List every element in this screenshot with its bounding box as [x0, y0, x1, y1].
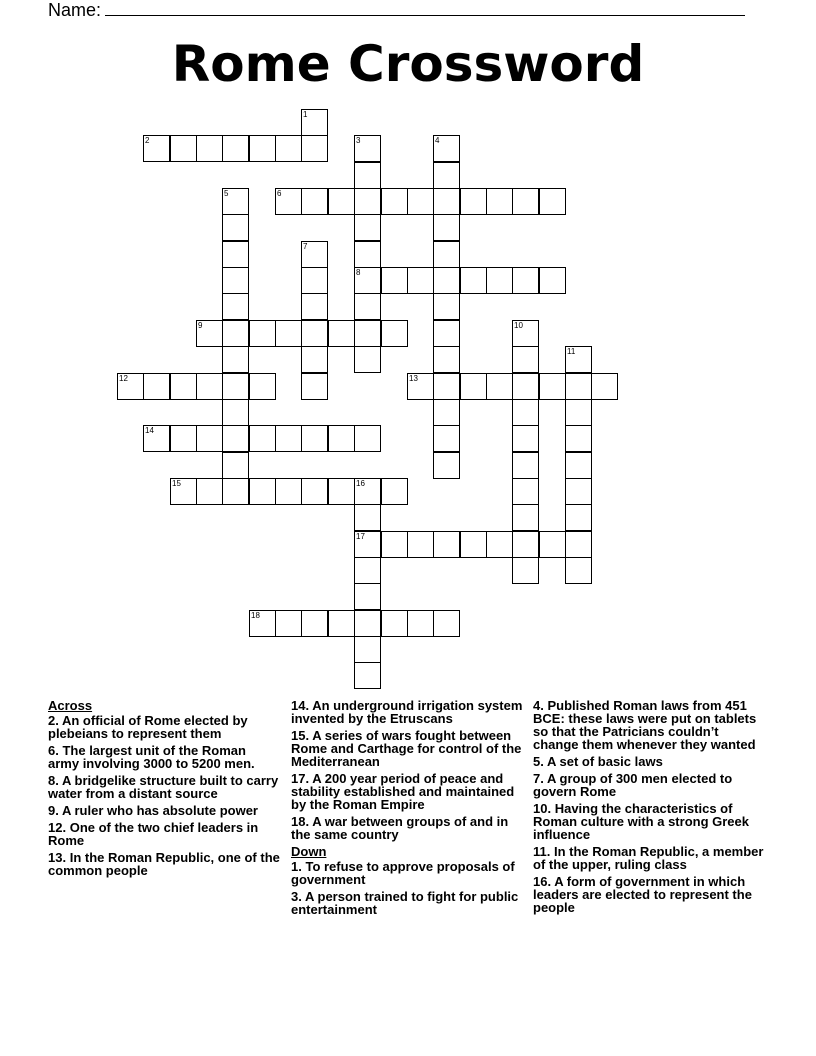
crossword-cell[interactable]: [301, 293, 328, 320]
clue-across-6: 6. The largest unit of the Roman army involving 3000 to 5200 men.: [48, 743, 255, 771]
crossword-cell[interactable]: [196, 135, 223, 162]
crossword-cell[interactable]: [143, 425, 170, 452]
crossword-cell[interactable]: [222, 214, 249, 241]
clue-number: 12: [119, 374, 128, 383]
crossword-cell[interactable]: [354, 214, 381, 241]
crossword-cell[interactable]: [381, 478, 408, 505]
crossword-cell[interactable]: [249, 135, 276, 162]
crossword-cell[interactable]: [222, 241, 249, 268]
crossword-cell[interactable]: [354, 293, 381, 320]
crossword-cell[interactable]: [275, 425, 302, 452]
name-label: Name:: [48, 0, 102, 20]
crossword-cell[interactable]: [407, 188, 434, 215]
clue-down-16: 16. A form of government in which leaders are elected to represent the people: [533, 874, 752, 915]
crossword-cell[interactable]: [275, 188, 302, 215]
clue-number: 10: [514, 321, 523, 330]
crossword-cell[interactable]: [301, 109, 328, 136]
clue-number: 13: [409, 374, 418, 383]
crossword-cell[interactable]: [512, 346, 539, 373]
clue-down-7: 7. A group of 300 men elected to govern Rome: [533, 771, 733, 799]
clue-number: 1: [303, 110, 308, 119]
crossword-cell[interactable]: [433, 373, 460, 400]
crossword-cell[interactable]: [591, 373, 618, 400]
crossword-cell[interactable]: [301, 610, 328, 637]
clue-across-17: 17. A 200 year period of peace and stability established and maintained by the Roman Empire: [291, 771, 515, 812]
clue-number: 16: [356, 479, 365, 488]
crossword-cell[interactable]: [354, 531, 381, 558]
crossword-cell[interactable]: [196, 425, 223, 452]
crossword-cell[interactable]: [249, 610, 276, 637]
crossword-cell[interactable]: [354, 162, 381, 189]
crossword-cell[interactable]: [222, 293, 249, 320]
clue-number: 9: [198, 321, 203, 330]
clue-across-18: 18. A war between groups of and in the same country: [291, 814, 509, 842]
crossword-cell[interactable]: [539, 188, 566, 215]
crossword-cell[interactable]: [565, 425, 592, 452]
crossword-cell[interactable]: [565, 452, 592, 479]
crossword-cell[interactable]: [301, 135, 328, 162]
crossword-cell[interactable]: [512, 452, 539, 479]
clues-column-3: [533, 699, 765, 918]
crossword-cell[interactable]: [407, 267, 434, 294]
crossword-cell[interactable]: [249, 425, 276, 452]
crossword-cell[interactable]: [222, 478, 249, 505]
crossword-cell[interactable]: [512, 478, 539, 505]
crossword-cell[interactable]: [249, 478, 276, 505]
crossword-cell[interactable]: [354, 636, 381, 663]
crossword-cell[interactable]: [433, 346, 460, 373]
crossword-cell[interactable]: [301, 346, 328, 373]
crossword-cell[interactable]: [354, 478, 381, 505]
crossword-cell[interactable]: [512, 425, 539, 452]
clue-number: 11: [567, 347, 576, 356]
crossword-cell[interactable]: [512, 373, 539, 400]
crossword-cell[interactable]: [433, 241, 460, 268]
crossword-cell[interactable]: [117, 373, 144, 400]
crossword-cell[interactable]: [222, 425, 249, 452]
crossword-cell[interactable]: [196, 320, 223, 347]
crossword-cell[interactable]: [433, 188, 460, 215]
crossword-cell[interactable]: [301, 320, 328, 347]
crossword-cell[interactable]: [143, 135, 170, 162]
crossword-cell[interactable]: [381, 188, 408, 215]
crossword-cell[interactable]: [328, 320, 355, 347]
clue-number: 4: [435, 136, 440, 145]
crossword-cell[interactable]: [407, 610, 434, 637]
crossword-cell[interactable]: [512, 504, 539, 531]
crossword-cell[interactable]: [301, 241, 328, 268]
clue-across-14: 14. An underground irrigation system invented by the Etruscans: [291, 698, 523, 726]
crossword-cell[interactable]: [486, 188, 513, 215]
clue-across-2: 2. An official of Rome elected by plebeians to represent them: [48, 713, 248, 741]
crossword-cell[interactable]: [301, 425, 328, 452]
clue-number: 8: [356, 268, 361, 277]
crossword-cell[interactable]: [328, 188, 355, 215]
crossword-cell[interactable]: [433, 399, 460, 426]
clue-number: 6: [277, 189, 282, 198]
crossword-cell[interactable]: [407, 373, 434, 400]
crossword-cell[interactable]: [354, 425, 381, 452]
crossword-cell[interactable]: [486, 267, 513, 294]
crossword-cell[interactable]: [328, 425, 355, 452]
crossword-cell[interactable]: [354, 662, 381, 689]
crossword-cell[interactable]: [433, 425, 460, 452]
page-title: Rome Crossword: [171, 35, 645, 93]
crossword-cell[interactable]: [381, 610, 408, 637]
crossword-cell[interactable]: [460, 373, 487, 400]
clues-column-2: [291, 699, 523, 920]
clue-number: 3: [356, 136, 361, 145]
clue-number: 2: [145, 136, 150, 145]
crossword-cell[interactable]: [170, 425, 197, 452]
clue-number: 7: [303, 242, 308, 251]
crossword-cell[interactable]: [275, 610, 302, 637]
crossword-cell[interactable]: [354, 135, 381, 162]
crossword-cell[interactable]: [512, 320, 539, 347]
crossword-cell[interactable]: [328, 478, 355, 505]
crossword-cell[interactable]: [460, 188, 487, 215]
crossword-cell[interactable]: [222, 373, 249, 400]
clue-number: 5: [224, 189, 229, 198]
crossword-cell[interactable]: [486, 373, 513, 400]
clue-down-5: 5. A set of basic laws: [533, 754, 663, 769]
clue-number: 18: [251, 611, 260, 620]
crossword-cell[interactable]: [170, 135, 197, 162]
crossword-cell[interactable]: [275, 135, 302, 162]
crossword-cell[interactable]: [433, 135, 460, 162]
crossword-cell[interactable]: [222, 188, 249, 215]
clue-number: 15: [172, 479, 181, 488]
crossword-cell[interactable]: [354, 610, 381, 637]
crossword-cell[interactable]: [301, 267, 328, 294]
crossword-cell[interactable]: [460, 267, 487, 294]
crossword-cell[interactable]: [565, 504, 592, 531]
crossword-cell[interactable]: [196, 373, 223, 400]
crossword-cell[interactable]: [354, 241, 381, 268]
clue-down-11: 11. In the Roman Republic, a member of the upper, ruling class: [533, 844, 764, 872]
clue-across-12: 12. One of the two chief leaders in Rome: [48, 820, 259, 848]
crossword-cell[interactable]: [249, 373, 276, 400]
crossword-cell[interactable]: [460, 531, 487, 558]
crossword-cell[interactable]: [170, 478, 197, 505]
crossword-cell[interactable]: [354, 267, 381, 294]
crossword-cell[interactable]: [565, 557, 592, 584]
clue-down-4: 4. Published Roman laws from 451 BCE: these laws were put on tablets so that the Patricians couldn’t change them whenever they wanted: [533, 698, 757, 752]
crossword-cell[interactable]: [433, 162, 460, 189]
crossword-cell[interactable]: [486, 531, 513, 558]
crossword-cell[interactable]: [222, 320, 249, 347]
crossword-cell[interactable]: [301, 188, 328, 215]
crossword-cell[interactable]: [539, 531, 566, 558]
crossword-cell[interactable]: [354, 320, 381, 347]
clue-number: 17: [356, 532, 365, 541]
crossword-cell[interactable]: [433, 267, 460, 294]
crossword-cell[interactable]: [512, 267, 539, 294]
crossword-cell[interactable]: [539, 267, 566, 294]
crossword-cell[interactable]: [354, 188, 381, 215]
crossword-cell[interactable]: [433, 320, 460, 347]
clue-down-3: 3. A person trained to fight for public entertainment: [291, 889, 519, 917]
clue-across-15: 15. A series of wars fought between Rome and Carthage for control of the Mediterranean: [291, 728, 522, 769]
down-heading: Down: [291, 844, 327, 859]
crossword-cell[interactable]: [354, 583, 381, 610]
crossword-cell[interactable]: [433, 293, 460, 320]
crossword-cell[interactable]: [565, 531, 592, 558]
crossword-cell[interactable]: [381, 531, 408, 558]
crossword-cell[interactable]: [565, 478, 592, 505]
crossword-cell[interactable]: [433, 214, 460, 241]
crossword-cell[interactable]: [354, 504, 381, 531]
crossword-cell[interactable]: [301, 373, 328, 400]
crossword-cell[interactable]: [407, 531, 434, 558]
crossword-cell[interactable]: [170, 373, 197, 400]
crossword-cell[interactable]: [275, 478, 302, 505]
crossword-cell[interactable]: [222, 399, 249, 426]
crossword-cell[interactable]: [196, 478, 223, 505]
crossword-cell[interactable]: [433, 452, 460, 479]
clues-column-1: [48, 699, 280, 881]
clue-number: 14: [145, 426, 154, 435]
clue-down-1: 1. To refuse to approve proposals of government: [291, 859, 515, 887]
crossword-cell[interactable]: [565, 373, 592, 400]
clue-across-9: 9. A ruler who has absolute power: [48, 803, 258, 818]
crossword-cell[interactable]: [539, 373, 566, 400]
crossword-cell[interactable]: [354, 346, 381, 373]
crossword-cell[interactable]: [433, 610, 460, 637]
crossword-cell[interactable]: [381, 267, 408, 294]
crossword-cell[interactable]: [301, 478, 328, 505]
crossword-cell[interactable]: [249, 320, 276, 347]
crossword-cell[interactable]: [222, 346, 249, 373]
crossword-cell[interactable]: [565, 399, 592, 426]
crossword-cell[interactable]: [328, 610, 355, 637]
crossword-cell[interactable]: [275, 320, 302, 347]
crossword-cell[interactable]: [354, 557, 381, 584]
crossword-cell[interactable]: [565, 346, 592, 373]
crossword-cell[interactable]: [143, 373, 170, 400]
crossword-cell[interactable]: [512, 531, 539, 558]
crossword-cell[interactable]: [381, 320, 408, 347]
crossword-cell[interactable]: [512, 188, 539, 215]
crossword-cell[interactable]: [222, 135, 249, 162]
crossword-cell[interactable]: [512, 557, 539, 584]
crossword-cell[interactable]: [222, 267, 249, 294]
crossword-cell[interactable]: [222, 452, 249, 479]
clue-down-10: 10. Having the characteristics of Roman culture with a strong Greek influence: [533, 801, 749, 842]
crossword-cell[interactable]: [433, 531, 460, 558]
clue-across-13: 13. In the Roman Republic, one of the common people: [48, 850, 280, 878]
crossword-cell[interactable]: [512, 399, 539, 426]
across-heading: Across: [48, 698, 93, 713]
clue-across-8: 8. A bridgelike structure built to carry water from a distant source: [48, 773, 279, 801]
